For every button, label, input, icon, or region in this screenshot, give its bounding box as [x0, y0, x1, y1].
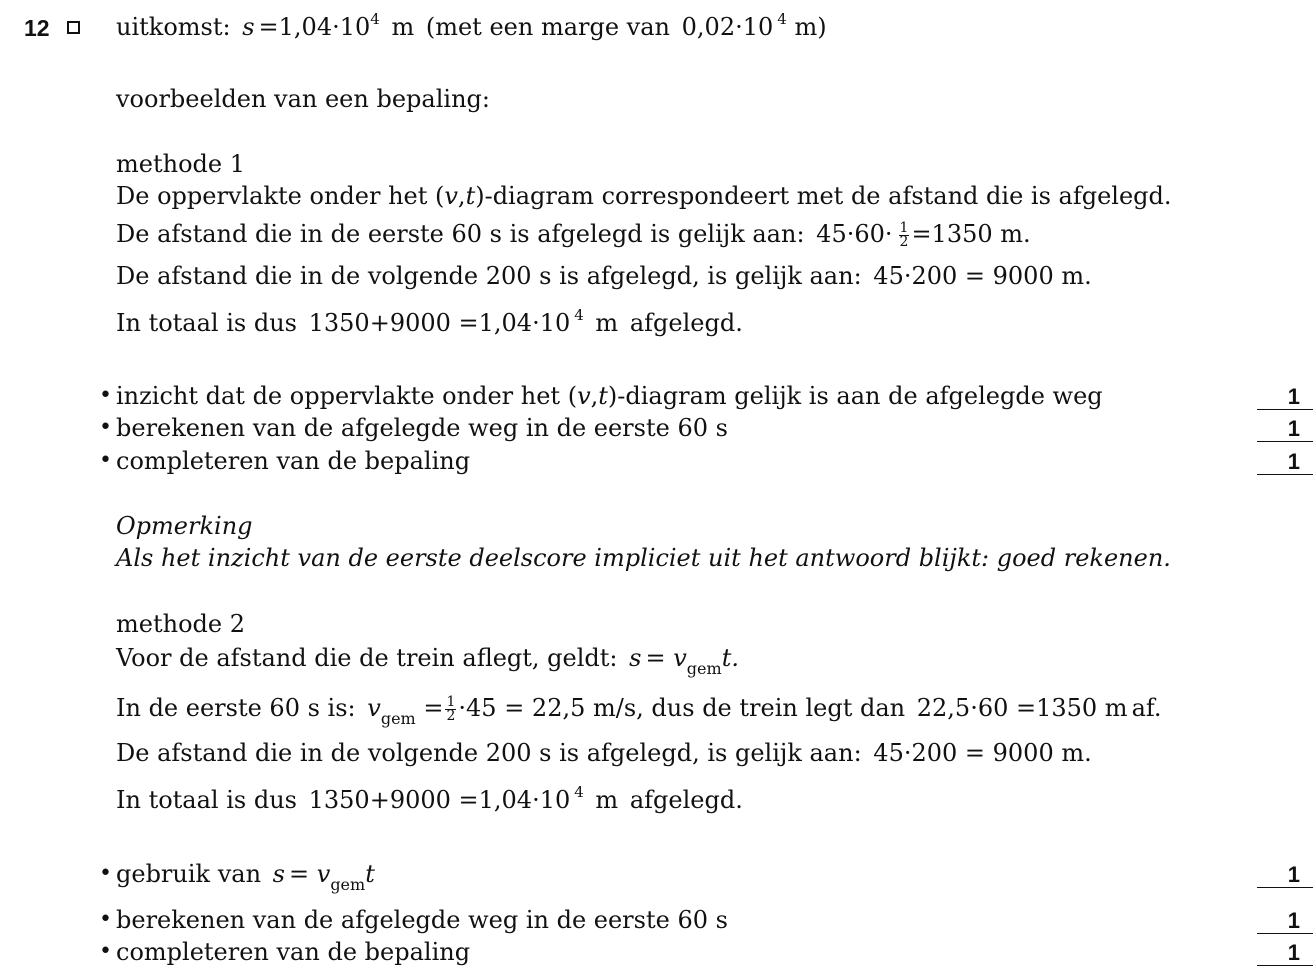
method1-line3-calc: 45·200 = 9000 m. [873, 262, 1092, 290]
equals-sign: = [289, 860, 310, 888]
method1-line1-a: De oppervlakte onder het ( [116, 182, 445, 210]
method2-line4-unit: m [595, 786, 619, 814]
criterion-2-2: berekenen van de afgelegde weg in de eerste 60 s [116, 906, 728, 934]
criterion-v: v [577, 382, 591, 410]
score-box: 1 [1257, 941, 1313, 966]
method2-line2 [116, 693, 1162, 726]
method2-line1-text: Voor de afstand die de trein aflegt, geldt: [116, 644, 618, 672]
equals-sign: = [423, 694, 444, 722]
criterion-text: gebruik van [116, 860, 262, 888]
fraction-denominator: 2 [899, 234, 909, 250]
remark-title: Opmerking [116, 512, 253, 540]
checkbox-square-icon [67, 21, 80, 34]
method2-title: methode 2 [116, 610, 245, 638]
score-box: 1 [1257, 450, 1313, 475]
bullet: • [99, 415, 112, 440]
method2-line1 [116, 643, 739, 676]
subscript-gem: gem [686, 659, 722, 678]
var-s: s [272, 860, 285, 888]
method1-line2-text: De afstand die in de eerste 60 s is afgelegd is gelijk aan: [116, 220, 805, 248]
score-box: 1 [1257, 863, 1313, 888]
bullet: • [99, 448, 112, 473]
criterion-comma: , [590, 382, 599, 410]
method1-title: methode 1 [116, 150, 245, 178]
method1-line2-result: =1350 m. [911, 220, 1031, 248]
score-box: 1 [1257, 385, 1313, 410]
method2-line2-mid: dus de trein legt dan [651, 694, 906, 722]
method1-line1-comma: , [457, 182, 466, 210]
bullet: • [99, 939, 112, 964]
answer-line [116, 12, 827, 45]
criterion-2-3: completeren van de bepaling [116, 938, 471, 966]
method1-line1-v: v [444, 182, 458, 210]
answer-variable: s [242, 13, 255, 41]
margin-open: (met een marge van [425, 13, 671, 41]
fraction-half [445, 696, 456, 723]
method2-line3-text: De afstand die in de volgende 200 s is afgelegd, is gelijk aan: [116, 739, 862, 767]
subscript-gem: gem [330, 875, 366, 894]
method2-line2-end: af. [1131, 694, 1162, 722]
method2-line3 [116, 738, 1096, 768]
answer-unit: m [391, 13, 415, 41]
equals-sign: = [645, 644, 666, 672]
method1-line1 [116, 181, 1172, 211]
score-box: 1 [1257, 909, 1313, 934]
method1-line1-b: )-diagram correspondeert met de afstand die is afgelegd. [475, 182, 1172, 210]
question-number: 12 [24, 15, 50, 41]
method2-line2-text: In de eerste 60 s is: [116, 694, 356, 722]
margin-exponent: 4 [777, 10, 787, 28]
criterion-text-end: )-diagram gelijk is aan de afgelegde weg [607, 382, 1103, 410]
criterion-1-2: berekenen van de afgelegde weg in de eerste 60 s [116, 414, 728, 442]
answer-exponent: 4 [370, 10, 380, 28]
criterion-2-1 [116, 859, 375, 892]
intro-text: voorbeelden van een bepaling: [116, 85, 490, 113]
remark-text: Als het inzicht van de eerste deelscore impliciet uit het antwoord blijkt: goed rekenen. [116, 544, 1171, 572]
margin-close: m) [794, 13, 827, 41]
answer-label: uitkomst: [116, 13, 231, 41]
method1-line4-text: In totaal is dus [116, 309, 297, 337]
method1-line4-calc: 1350+9000 =1,04·10 [308, 309, 571, 337]
criterion-text: inzicht dat de oppervlakte onder het ( [116, 382, 578, 410]
var-t: t [365, 860, 375, 888]
score-box: 1 [1257, 417, 1313, 442]
method2-line2-calc2: 22,5·60 =1350 m [916, 694, 1128, 722]
bullet: • [99, 861, 112, 886]
method2-line2-calc: ·45 = 22,5 m/s, [458, 694, 644, 722]
method1-line4-unit: m [595, 309, 619, 337]
var-t: t. [721, 644, 739, 672]
var-v: v [367, 694, 381, 722]
answer-value: =1,04·10 [258, 13, 371, 41]
bullet: • [99, 907, 112, 932]
criterion-t: t [598, 382, 608, 410]
method2-line4-exponent: 4 [574, 783, 584, 801]
method2-line3-calc: 45·200 = 9000 m. [873, 739, 1092, 767]
method1-line3 [116, 261, 1096, 291]
method2-line4-calc: 1350+9000 =1,04·10 [308, 786, 571, 814]
margin-value: 0,02·10 [681, 13, 774, 41]
fraction-numerator: 1 [446, 694, 456, 710]
method2-line4 [116, 785, 743, 818]
method1-line2 [116, 219, 1031, 249]
method1-line1-t: t [465, 182, 476, 210]
subscript-gem: gem [380, 709, 416, 728]
bullet: • [99, 383, 112, 408]
method2-line4-text: In totaal is dus [116, 786, 297, 814]
method1-line3-text: De afstand die in de volgende 200 s is afgelegd, is gelijk aan: [116, 262, 862, 290]
method1-line4-end: afgelegd. [629, 309, 743, 337]
method1-line4 [116, 308, 743, 341]
fraction-numerator: 1 [899, 220, 909, 236]
criterion-1-1 [116, 381, 1103, 411]
method1-line2-calc: 45·60· [816, 220, 893, 248]
criterion-1-3: completeren van de bepaling [116, 447, 471, 475]
fraction-denominator: 2 [446, 708, 456, 724]
var-s: s [629, 644, 642, 672]
var-v: v [316, 860, 331, 888]
method1-line4-exponent: 4 [574, 306, 584, 324]
method2-line4-end: afgelegd. [629, 786, 743, 814]
fraction-half [899, 222, 910, 249]
var-v: v [673, 644, 687, 672]
